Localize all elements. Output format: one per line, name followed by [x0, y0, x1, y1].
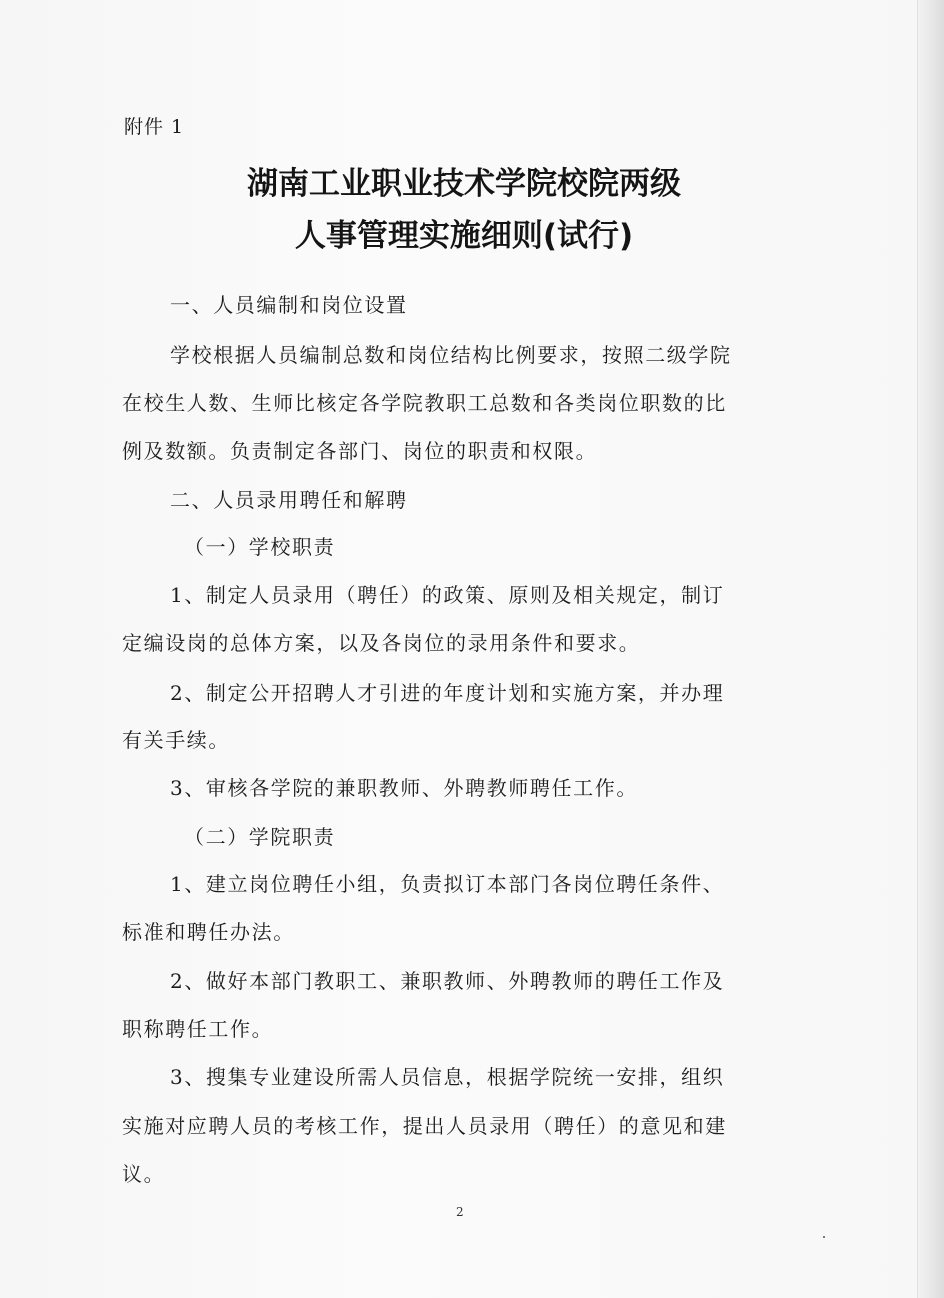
section-2-heading: 二、人员录用聘任和解聘 [170, 488, 408, 512]
paragraph-line: 定编设岗的总体方案，以及各岗位的录用条件和要求。 [122, 631, 641, 655]
paragraph-line: 3、审核各学院的兼职教师、外聘教师聘任工作。 [170, 776, 638, 800]
subsection-heading-college: （二）学院职责 [184, 825, 336, 849]
paragraph-line: 议。 [122, 1162, 166, 1186]
paragraph-line: 有关手续。 [122, 728, 230, 752]
scan-speck [823, 1236, 825, 1238]
paragraph-line: 2、制定公开招聘人才引进的年度计划和实施方案，并办理 [170, 681, 725, 705]
paragraph-line: 职称聘任工作。 [122, 1017, 274, 1041]
paragraph-line: 实施对应聘人员的考核工作，提出人员录用（聘任）的意见和建 [122, 1114, 727, 1138]
paragraph-line: 在校生人数、生师比核定各学院教职工总数和各类岗位职数的比 [122, 391, 727, 415]
paragraph-line: 标准和聘任办法。 [122, 920, 295, 944]
paragraph-line: 3、搜集专业建设所需人员信息，根据学院统一安排，组织 [170, 1065, 725, 1089]
paragraph-line: 2、做好本部门教职工、兼职教师、外聘教师的聘任工作及 [170, 969, 725, 993]
paragraph-line: 例及数额。负责制定各部门、岗位的职责和权限。 [122, 439, 598, 463]
paragraph-line: 学校根据人员编制总数和岗位结构比例要求，按照二级学院 [170, 343, 732, 367]
subsection-heading-school: （一）学校职责 [184, 535, 336, 559]
document-title-line-1: 湖南工业职业技术学院校院两级 [247, 166, 681, 202]
annex-label: 附件 1 [124, 116, 185, 138]
paragraph-line: 1、制定人员录用（聘任）的政策、原则及相关规定，制订 [170, 583, 725, 607]
document-title-line-2: 人事管理实施细则(试行) [294, 218, 634, 254]
section-1-heading: 一、人员编制和岗位设置 [170, 293, 408, 317]
paragraph-line: 1、建立岗位聘任小组，负责拟订本部门各岗位聘任条件、 [170, 872, 725, 896]
page-number: 2 [456, 1205, 464, 1219]
